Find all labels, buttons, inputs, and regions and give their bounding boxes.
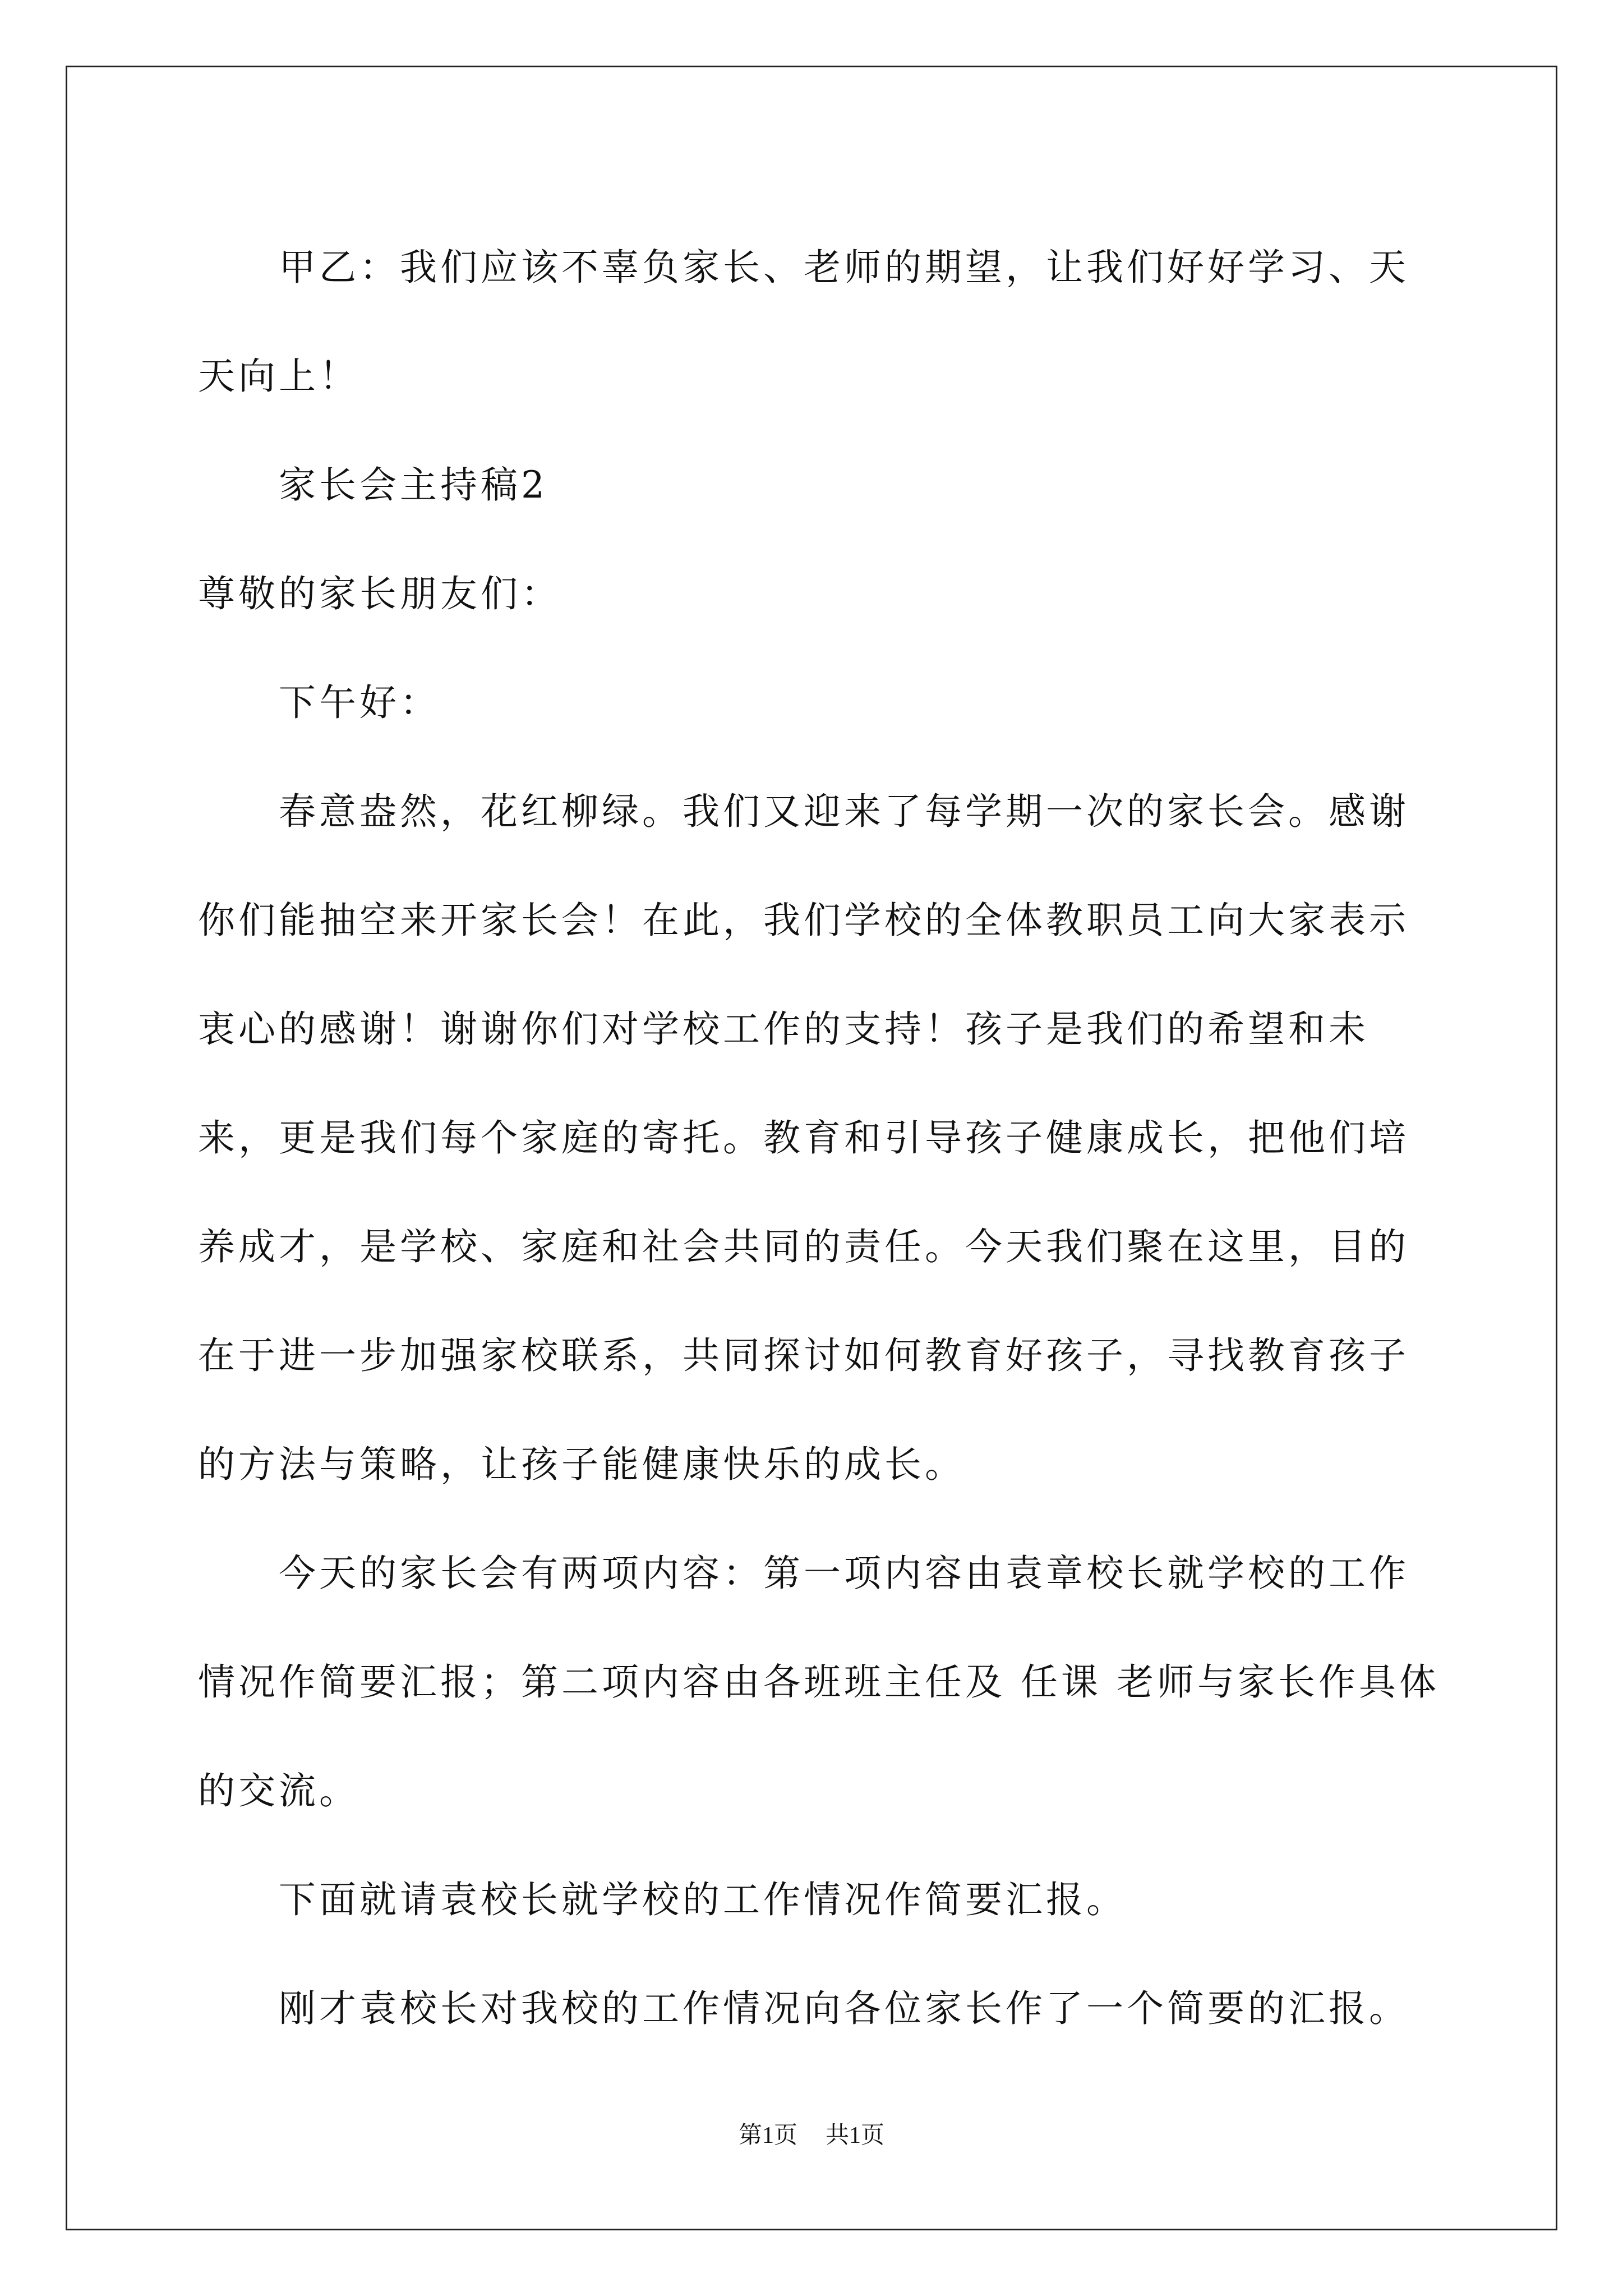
section-title: 家长会主持稿2 (279, 463, 548, 507)
paragraph-opening: 春意盎然，花红柳绿。我们又迎来了每学期一次的家长会。感谢你们能抽空来开家长会！在此，我们学校的全体教职员工向大家表示衷心的感谢！谢谢你们对学校工作的支持！孩子是我们的希望和未来，更是我们每个家庭的寄托。教育和引导孩子健康成长，把他们培养成才，是学校、家庭和社会共同的责任。今天我们聚在这里，目的在于进一步加强家校联系，共同探讨如何教育好孩子，寻找教育孩子的方法与策略，让孩子能健康快乐的成长。 (198, 790, 1409, 1486)
salutation: 尊敬的家长朋友们： (198, 572, 561, 615)
page-number: 第1页 (738, 2123, 797, 2148)
paragraph-closing-line: 甲乙：我们应该不辜负家长、老师的期望，让我们好好学习、天天向上！ (198, 246, 1409, 398)
paragraph-invite-report: 下面就请袁校长就学校的工作情况作简要汇报。 (279, 1878, 1127, 1921)
document-body (198, 213, 1443, 2063)
page-footer (0, 2122, 1623, 2150)
paragraph-after-report: 刚才袁校长对我校的工作情况向各位家长作了一个简要的汇报。 (279, 1987, 1409, 2030)
greeting: 下午好： (279, 681, 440, 724)
paragraph-agenda: 今天的家长会有两项内容：第一项内容由袁章校长就学校的工作情况作简要汇报；第二项内容由各班班主任及 任课 老师与家长作具体的交流。 (198, 1552, 1440, 1812)
page-total: 共1页 (826, 2123, 885, 2148)
